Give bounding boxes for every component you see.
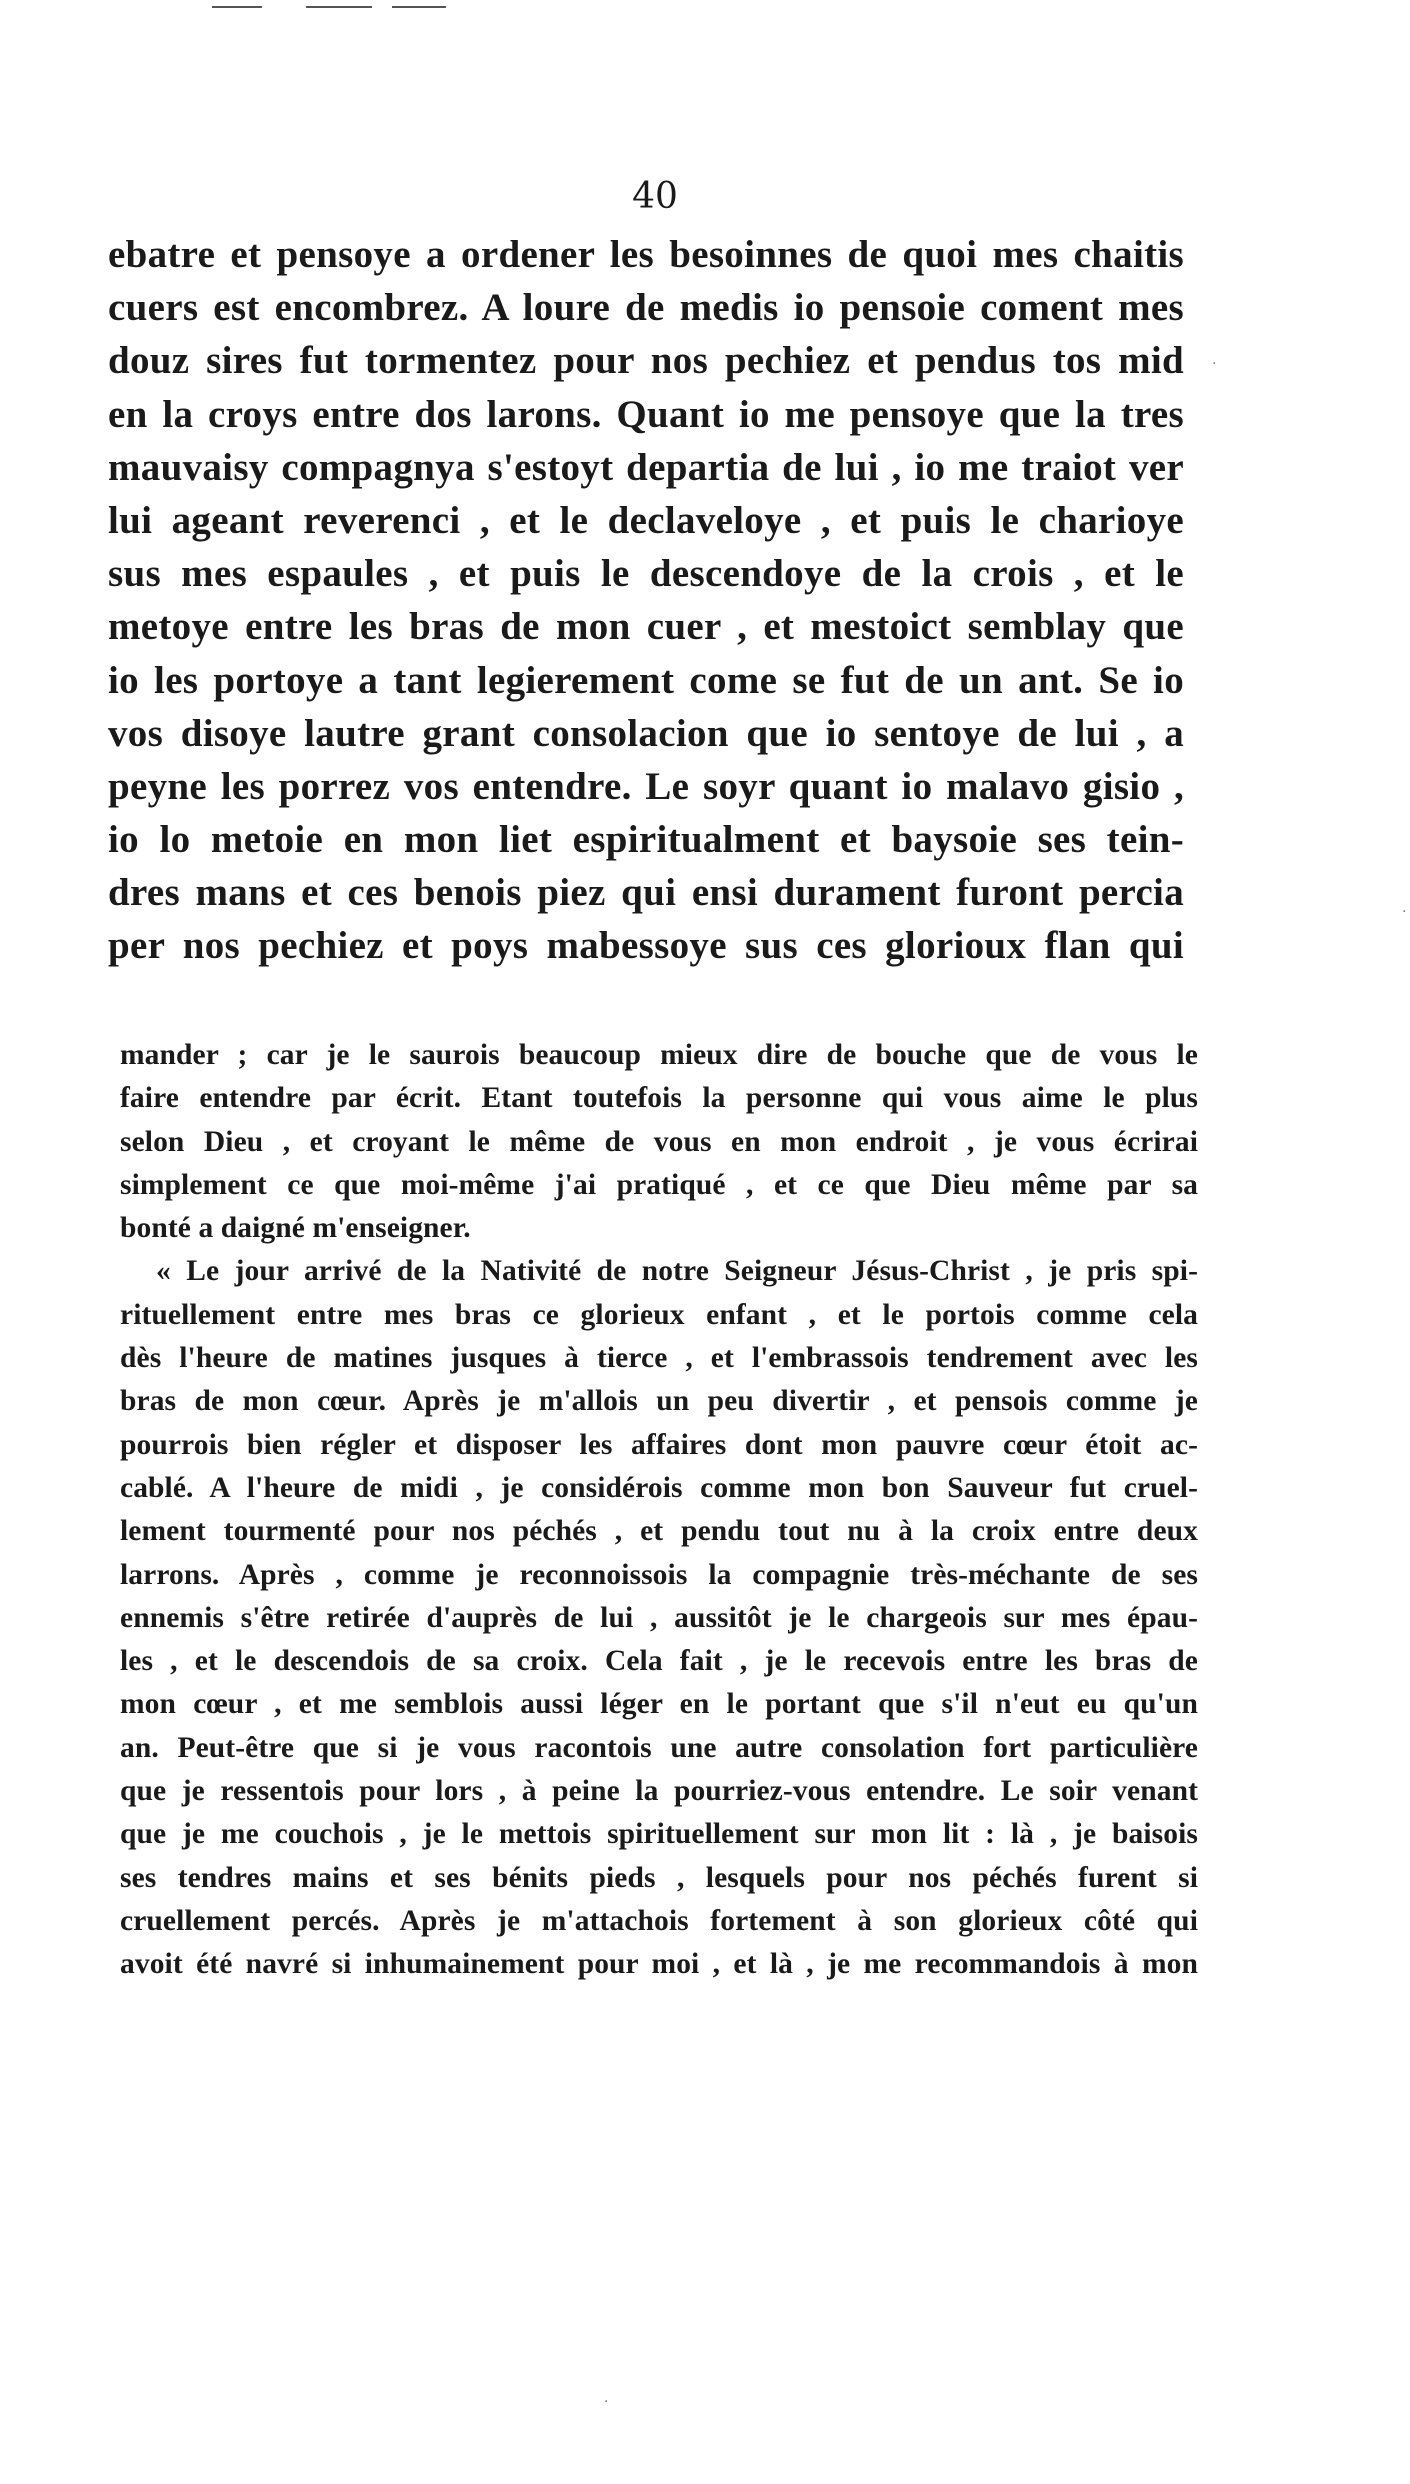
modern-translation-block: [120, 1034, 1198, 1987]
translation-line: mon cœur , et me semblois aussi léger en le portant que s'il n'eut eu qu'un: [120, 1688, 1198, 1721]
old-text-line: cuers est encombrez. A loure de medis io pensoie coment mes: [108, 286, 1184, 330]
translation-line: que je me couchois , je le mettois spirituellement sur mon lit : là , je baisois: [120, 1818, 1198, 1851]
translation-line: dès l'heure de matines jusques à tierce , et l'embrassois tendrement avec les: [120, 1342, 1198, 1375]
margin-speck: ·: [604, 2394, 609, 2410]
translation-line: avoit été navré si inhumainement pour moi , et là , je me recommandois à mon: [120, 1948, 1198, 1981]
top-rule-right: [392, 6, 446, 8]
translation-line: ses tendres mains et ses bénits pieds , lesquels pour nos péchés furent si: [120, 1861, 1198, 1894]
top-rule-left: [212, 6, 262, 8]
old-french-text-block: [108, 228, 1184, 973]
margin-speck: ·: [1212, 356, 1217, 372]
translation-line: les , et le descendois de sa croix. Cela fait , je le recevois entre les bras de: [120, 1645, 1198, 1678]
old-text-line: douz sires fut tormentez pour nos pechiez et pendus tos mid: [108, 339, 1184, 383]
old-text-line: vos disoye lautre grant consolacion que io sentoye de lui , a: [108, 711, 1184, 755]
old-text-line: ebatre et pensoye a ordener les besoinnes de quoi mes chaitis: [108, 233, 1184, 276]
translation-line: lement tourmenté pour nos péchés , et pendu tout nu à la croix entre deux: [120, 1515, 1198, 1548]
old-text-line: per nos pechiez et poys mabessoye sus ces glorioux flan qui: [108, 924, 1184, 968]
old-text-line: io les portoye a tant legierement come se fut de un ant. Se io: [108, 658, 1184, 702]
translation-line: cruellement percés. Après je m'attachois fortement à son glorieux côté qui: [120, 1904, 1198, 1937]
margin-speck: ·: [1402, 904, 1407, 920]
old-text-line: dres mans et ces benois piez qui ensi durament furont percia: [108, 871, 1184, 915]
old-text-line: lui ageant reverenci , et le declaveloye , et puis le charioye: [108, 498, 1184, 542]
translation-line: rituellement entre mes bras ce glorieux enfant , et le portois comme cela: [120, 1298, 1198, 1331]
translation-line: bonté a daigné m'enseigner.: [120, 1212, 471, 1245]
translation-line: selon Dieu , et croyant le même de vous en mon endroit , je vous écrirai: [120, 1125, 1198, 1158]
translation-line: pourrois bien régler et disposer les affaires dont mon pauvre cœur étoit ac-: [120, 1428, 1198, 1461]
translation-line: an. Peut-être que si je vous racontois une autre consolation fort particulière: [120, 1731, 1198, 1764]
translation-line: faire entendre par écrit. Etant toutefois la personne qui vous aime le plus: [120, 1082, 1198, 1115]
old-text-line: io lo metoie en mon liet espiritualment et baysoie ses tein-: [108, 818, 1184, 862]
translation-line: « Le jour arrivé de la Nativité de notre Seigneur Jésus-Christ , je pris spi-: [156, 1255, 1198, 1288]
old-text-line: mauvaisy compagnya s'estoyt departia de lui , io me traiot ver: [108, 445, 1184, 489]
top-rule-middle: [306, 6, 372, 8]
page-number: 40: [632, 176, 678, 217]
translation-line: bras de mon cœur. Après je m'allois un peu divertir , et pensois comme je: [120, 1385, 1198, 1418]
translation-line: cablé. A l'heure de midi , je considérois comme mon bon Sauveur fut cruel-: [120, 1471, 1198, 1504]
old-text-line: en la croys entre dos larons. Quant io me pensoye que la tres: [108, 392, 1184, 436]
translation-line: ennemis s'être retirée d'auprès de lui , aussitôt je le chargeois sur mes épau-: [120, 1601, 1198, 1634]
old-text-line: peyne les porrez vos entendre. Le soyr quant io malavo gisio ,: [108, 764, 1184, 808]
old-text-line: sus mes espaules , et puis le descendoye de la crois , et le: [108, 552, 1184, 596]
old-text-line: metoye entre les bras de mon cuer , et mestoict semblay que: [108, 605, 1184, 649]
translation-line: simplement ce que moi-même j'ai pratiqué , et ce que Dieu même par sa: [120, 1168, 1198, 1201]
translation-line: larrons. Après , comme je reconnoissois la compagnie très-méchante de ses: [120, 1558, 1198, 1591]
translation-line: mander ; car je le saurois beaucoup mieux dire de bouche que de vous le: [120, 1039, 1198, 1071]
translation-line: que je ressentois pour lors , à peine la pourriez-vous entendre. Le soir venant: [120, 1775, 1198, 1808]
